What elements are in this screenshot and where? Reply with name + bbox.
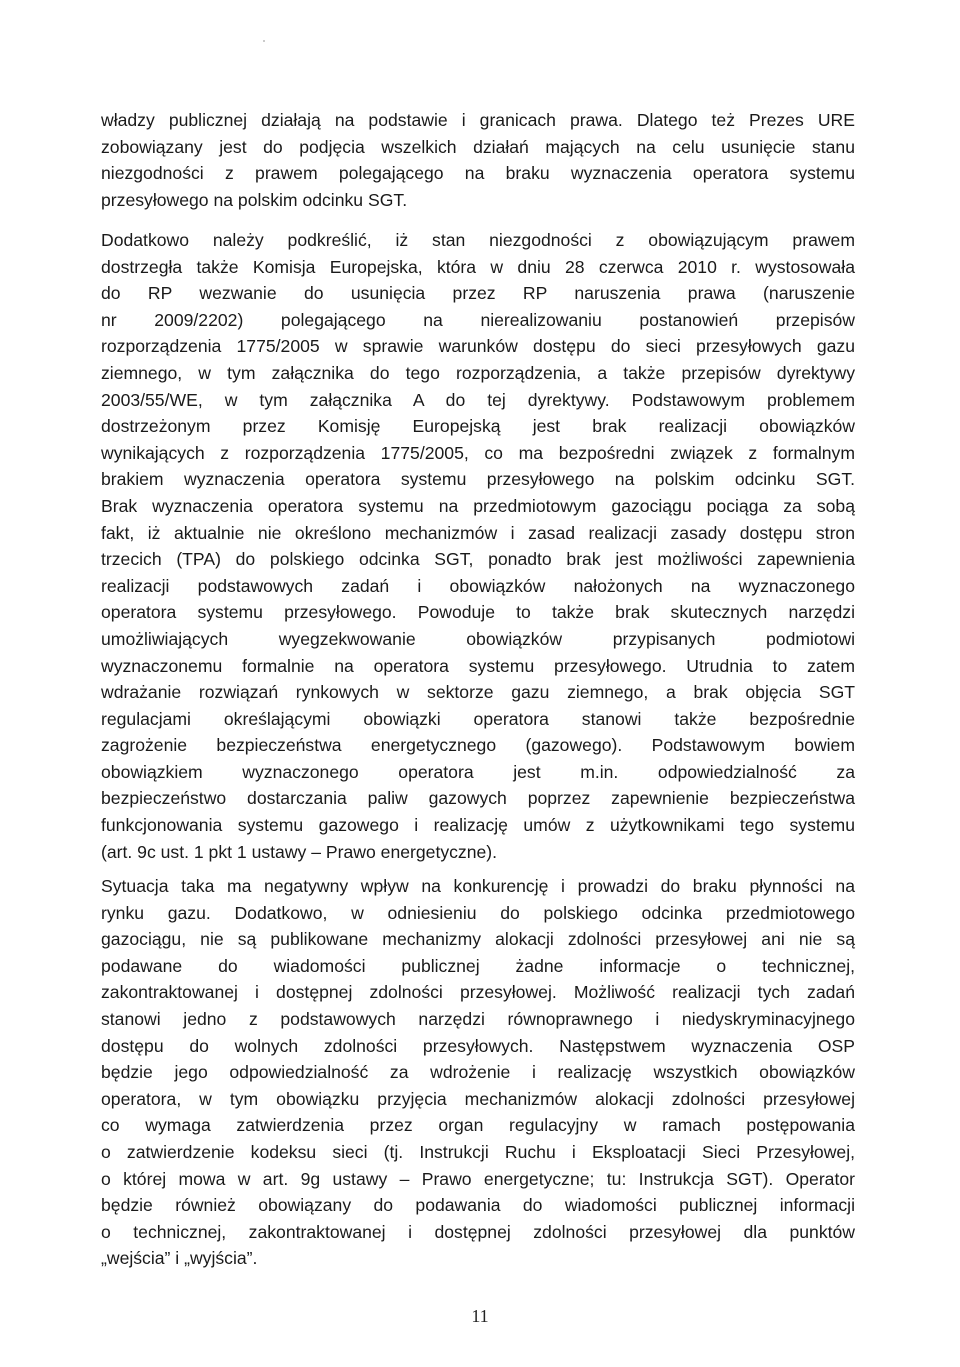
text-line: (art. 9c ust. 1 pkt 1 ustawy – Prawo energetyczne). <box>101 841 498 862</box>
text-line: o zatwierdzenie kodeksu sieci (tj. Instrukcji Ruchu i Eksploatacji Sieci Przesyłowej, <box>101 1141 855 1162</box>
text-line: władzy publicznej działają na podstawie i granicach prawa. Dlatego też Prezes URE <box>101 110 855 130</box>
text-line: rynku gazu. Dodatkowo, w odniesieniu do polskiego odcinka przedmiotowego <box>101 902 855 923</box>
text-line: funkcjonowania systemu gazowego i realizację umów z użytkownikami tego systemu <box>101 815 855 836</box>
text-line: operatora systemu przesyłowego. Powoduje to także brak skutecznych narzędzi <box>101 602 855 623</box>
scan-speck <box>263 40 265 42</box>
paragraph-2 <box>101 227 855 865</box>
text-line: regulacjami określającymi obowiązki operatora stanowi także bezpośrednie <box>101 708 855 729</box>
text-line: fakt, iż aktualnie nie określono mechanizmów i zasad realizacji zasady dostępu stron <box>101 522 855 543</box>
text-line: umożliwiających wyegzekwowanie obowiązków przypisanych podmiotowi <box>101 628 855 649</box>
text-line: przesyłowego na polskim odcinku SGT. <box>101 189 408 210</box>
text-line: „wejścia” i „wyjścia”. <box>101 1248 258 1269</box>
text-line: trzecich (TPA) do polskiego odcinka SGT, ponadto brak jest możliwości zapewnienia <box>101 549 855 570</box>
text-line: niezgodności z prawem polegającego na braku wyznaczenia operatora systemu <box>101 163 855 184</box>
text-line: o której mowa w art. 9g ustawy – Prawo energetyczne; tu: Instrukcja SGT). Operator <box>101 1168 855 1189</box>
paragraph-1 <box>101 107 855 213</box>
text-line: wdrażanie rozwiązań rynkowych w sektorze gazu ziemnego, a brak objęcia SGT <box>101 682 855 703</box>
text-line: Dodatkowo należy podkreślić, iż stan niezgodności z obowiązującym prawem <box>101 230 855 250</box>
text-line: realizacji podstawowych zadań i obowiązków nałożonych na wyznaczonego <box>101 575 855 596</box>
text-line: bezpieczeństwo dostarczania paliw gazowych poprzez zapewnienie bezpieczeństwa <box>101 788 855 809</box>
text-line: ziemnego, w tym załącznika do tego rozporządzenia, a także przepisów dyrektywy <box>101 362 855 383</box>
text-line: Sytuacja taka ma negatywny wpływ na konkurencję i prowadzi do braku płynności na <box>101 876 855 896</box>
text-line: 2003/55/WE, w tym załącznika A do tej dyrektywy. Podstawowym problemem <box>101 389 855 410</box>
text-line: dostrzegła także Komisja Europejska, która w dniu 28 czerwca 2010 r. wystosowała <box>101 256 855 277</box>
text-line: rozporządzenia 1775/2005 w sprawie warunków dostępu do sieci przesyłowych gazu <box>101 336 855 357</box>
text-line: wynikających z rozporządzenia 1775/2005, co ma bezpośredni związek z formalnym <box>101 442 855 463</box>
text-line: podawane do wiadomości publicznej żadne informacje o technicznej, <box>101 955 855 976</box>
text-line: operatora, w tym obowiązku przyjęcia mechanizmów alokacji zdolności przesyłowej <box>101 1088 855 1109</box>
text-line: brakiem wyznaczenia operatora systemu przesyłowego na polskim odcinku SGT. <box>101 469 855 490</box>
text-line: zobowiązany jest do podjęcia wszelkich działań mających na celu usunięcie stanu <box>101 136 855 157</box>
text-line: nr 2009/2202) polegającego na nierealizowaniu postanowień przepisów <box>101 309 855 330</box>
text-line: będzie jego odpowiedzialność za wdrożenie i realizację wszystkich obowiązków <box>101 1062 855 1083</box>
text-line: dostępu do wolnych zdolności przesyłowych. Następstwem wyznaczenia OSP <box>101 1035 855 1056</box>
text-line: obowiązkiem wyznaczonego operatora jest m.in. odpowiedzialność za <box>101 761 855 782</box>
text-line: dostrzeżonym przez Komisję Europejską jest brak realizacji obowiązków <box>101 416 855 437</box>
text-line: będzie również obowiązany do podawania do wiadomości publicznej informacji <box>101 1195 855 1216</box>
text-line: Brak wyznaczenia operatora systemu na przedmiotowym gazociągu pociąga za sobą <box>101 495 855 516</box>
text-line: wyznaczonemu formalnie na operatora systemu przesyłowego. Utrudnia to zatem <box>101 655 855 676</box>
text-line: zagrożenie bezpieczeństwa energetycznego (gazowego). Podstawowym bowiem <box>101 735 855 756</box>
text-line: o technicznej, zakontraktowanej i dostępnej zdolności przesyłowej dla punktów <box>101 1221 855 1242</box>
text-line: do RP wezwanie do usunięcia przez RP naruszenia prawa (naruszenie <box>101 283 855 304</box>
text-line: stanowi jedno z podstawowych narzędzi równoprawnego i niedyskryminacyjnego <box>101 1008 855 1029</box>
paragraph-3 <box>101 873 855 1272</box>
text-line: zakontraktowanej i dostępnej zdolności przesyłowej. Możliwość realizacji tych zadań <box>101 982 855 1003</box>
page-number: 11 <box>471 1306 489 1326</box>
text-line: co wymaga zatwierdzenia przez organ regulacyjny w ramach postępowania <box>101 1115 855 1136</box>
text-line: gazociągu, nie są publikowane mechanizmy alokacji zdolności przesyłowej ani nie są <box>101 929 855 950</box>
